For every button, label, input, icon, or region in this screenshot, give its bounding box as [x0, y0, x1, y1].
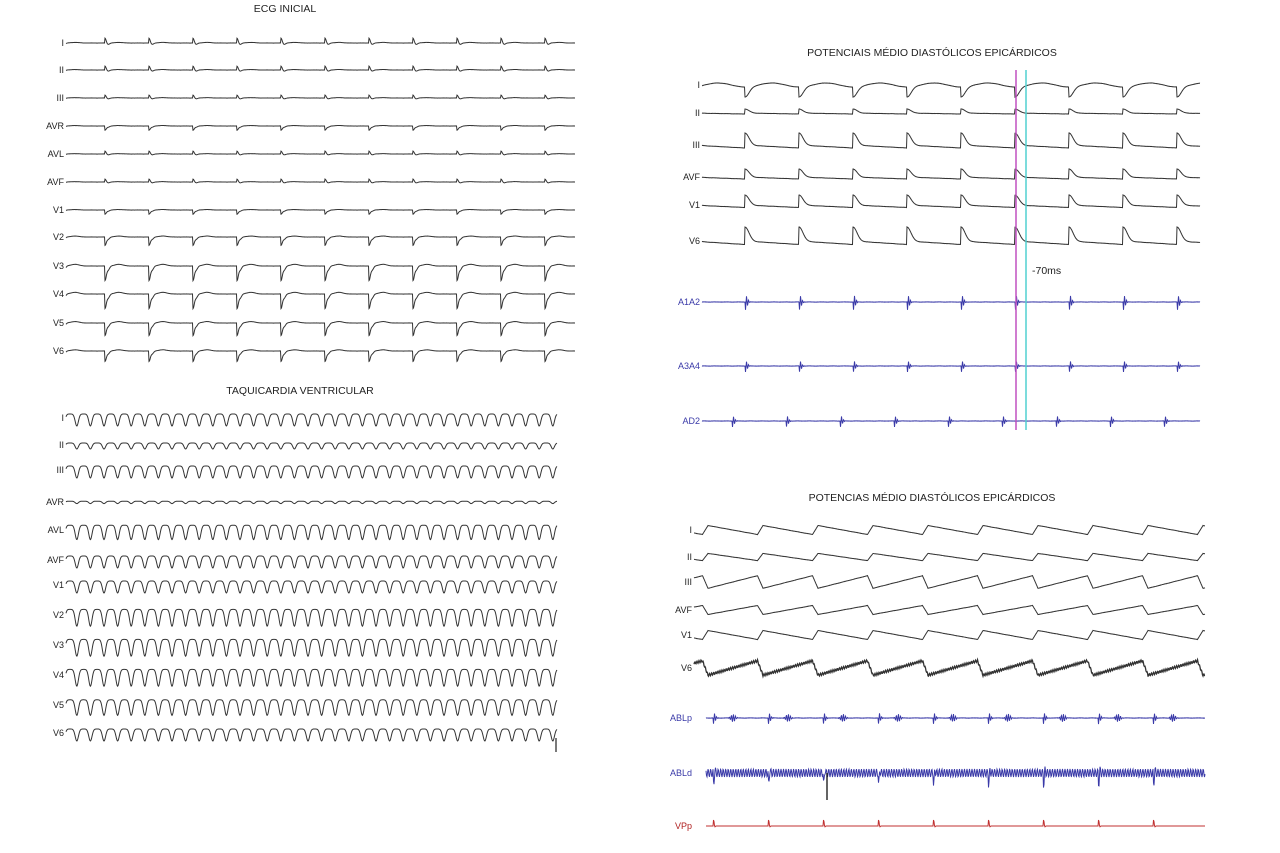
lead-label-avl: AVL	[47, 149, 64, 159]
panel-title-ecg-inicial: ECG INICIAL	[253, 3, 317, 15]
vt-trace-3	[66, 501, 557, 503]
p4-trace-1	[694, 553, 1205, 560]
p3-trace-5	[702, 227, 1200, 245]
ecg-inicial-trace-2	[66, 95, 575, 99]
vt-trace-2	[66, 466, 557, 478]
intracardiac-trace-2	[702, 416, 1200, 427]
lead-label-v2: V2	[52, 232, 64, 242]
vt-trace-0	[66, 414, 557, 426]
ecg-inicial-trace-3	[66, 125, 575, 130]
vt-trace-1	[66, 443, 557, 449]
lead-label-v6: V6	[52, 346, 64, 356]
intracardiac-trace-1	[702, 361, 1200, 372]
lead-label-p3-v6: V6	[688, 236, 700, 246]
lead-label-vt-v6: V6	[52, 728, 64, 738]
vt-trace-6	[66, 581, 557, 593]
channel-label-abld: ABLd	[669, 768, 692, 778]
intracardiac-p4-trace-2	[706, 820, 1205, 827]
ecg-inicial-trace-6	[66, 209, 575, 214]
annotation-70ms: -70ms	[1032, 265, 1062, 277]
channel-label-a3a4: A3A4	[677, 361, 700, 371]
ecg-inicial-trace-0	[66, 38, 575, 44]
vt-trace-4	[66, 525, 557, 539]
channel-label-ad2: AD2	[682, 416, 700, 426]
lead-label-v1: V1	[52, 205, 64, 215]
lead-label-p3-v1: V1	[688, 200, 700, 210]
vt-trace-5	[66, 556, 557, 568]
vt-trace-11	[66, 729, 557, 741]
lead-label-vt-iii: III	[56, 465, 64, 475]
p3-trace-2	[702, 133, 1200, 148]
lead-label-v3: V3	[52, 261, 64, 271]
p3-trace-0	[702, 83, 1200, 97]
ecg-inicial-trace-5	[66, 179, 575, 183]
lead-label-p3-avf: AVF	[683, 172, 700, 182]
lead-label-i: I	[61, 38, 64, 48]
intracardiac-p4-trace-1	[706, 767, 1205, 788]
panel-title-taquicardia: TAQUICARDIA VENTRICULAR	[226, 385, 374, 397]
lead-label-vt-avf: AVF	[47, 555, 64, 565]
lead-label-p3-i: I	[697, 80, 700, 90]
intracardiac-trace-0	[702, 296, 1200, 310]
lead-label-vt-v3: V3	[52, 640, 64, 650]
lead-label-vt-avr: AVR	[46, 497, 64, 507]
p3-trace-4	[702, 195, 1200, 208]
panel-title-potenciais-2: POTENCIAS MÉDIO DIASTÓLICOS EPICÁRDICOS	[808, 492, 1056, 504]
lead-label-p4-v1: V1	[680, 630, 692, 640]
lead-label-vt-ii: II	[58, 440, 64, 450]
ecg-inicial-trace-9	[66, 292, 575, 308]
lead-label-vt-v4: V4	[52, 670, 64, 680]
panel-title-potenciais-1: POTENCIAIS MÉDIO DIASTÓLICOS EPICÁRDICOS	[807, 47, 1057, 59]
lead-label-v5: V5	[52, 318, 64, 328]
ecg-inicial-trace-7	[66, 236, 575, 245]
p3-trace-1	[702, 109, 1200, 114]
channel-label-vpp: VPp	[674, 821, 692, 831]
lead-label-p3-ii: II	[694, 108, 700, 118]
p4-trace-3	[694, 605, 1205, 614]
lead-label-avr: AVR	[46, 121, 64, 131]
lead-label-avf: AVF	[47, 177, 64, 187]
lead-label-p4-v6: V6	[680, 663, 692, 673]
lead-label-p3-iii: III	[692, 140, 700, 150]
ecg-inicial-trace-11	[66, 350, 575, 362]
ecg-inicial-trace-10	[66, 322, 575, 336]
lead-label-ii: II	[58, 65, 64, 75]
p4-trace-4	[694, 630, 1205, 639]
p4-trace-0	[694, 525, 1205, 534]
lead-label-iii: III	[56, 93, 64, 103]
lead-label-vt-i: I	[61, 413, 64, 423]
lead-label-vt-v1: V1	[52, 580, 64, 590]
channel-label-ablp: ABLp	[669, 713, 692, 723]
lead-label-p4-ii: II	[686, 552, 692, 562]
lead-label-p4-avf: AVF	[675, 605, 692, 615]
intracardiac-p4-trace-0	[706, 713, 1205, 724]
ecg-inicial-trace-4	[66, 151, 575, 155]
vt-trace-9	[66, 669, 557, 686]
lead-label-v4: V4	[52, 289, 64, 299]
lead-label-p4-iii: III	[684, 577, 692, 587]
p4-trace-5	[694, 660, 1205, 677]
ecg-inicial-trace-1	[66, 66, 575, 71]
lead-label-vt-v5: V5	[52, 700, 64, 710]
lead-label-p4-i: I	[689, 525, 692, 535]
lead-label-vt-avl: AVL	[47, 525, 64, 535]
channel-label-a1a2: A1A2	[677, 297, 700, 307]
ecg-inicial-trace-8	[66, 264, 575, 280]
lead-label-vt-v2: V2	[52, 610, 64, 620]
vt-trace-7	[66, 609, 557, 626]
vt-trace-10	[66, 700, 557, 716]
vt-trace-8	[66, 639, 557, 656]
p4-trace-2	[694, 576, 1205, 589]
p3-trace-3	[702, 169, 1200, 179]
